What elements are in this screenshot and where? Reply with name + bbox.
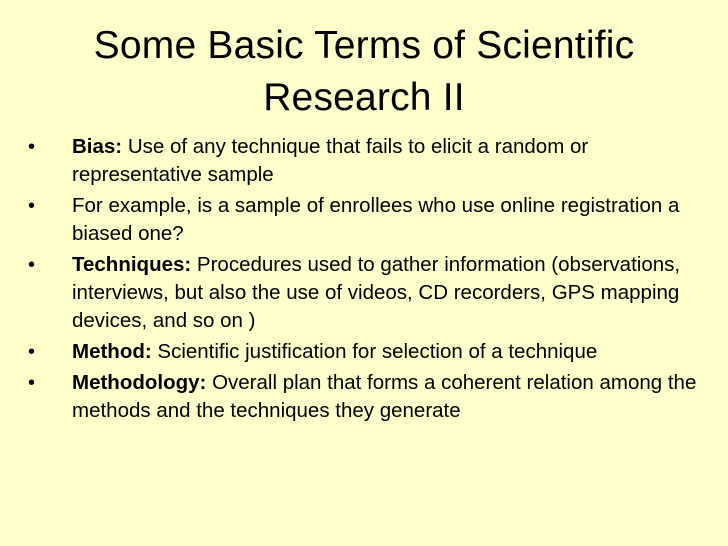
- bullet-item-example: [26, 192, 706, 248]
- bullet-term: Method:: [72, 340, 152, 363]
- bullet-icon: •: [28, 136, 36, 158]
- bullet-text: For example, is a sample of enrollees who use online registration a biased one?: [72, 194, 680, 245]
- slide-title-line-2: Research II: [263, 76, 465, 119]
- bullet-item-methodology: [26, 369, 706, 425]
- bullet-item-method: [26, 338, 706, 366]
- bullet-text: Use of any technique that fails to elicit a random or representative sample: [72, 135, 589, 186]
- bullet-icon: •: [28, 372, 36, 394]
- bullet-icon: •: [28, 195, 36, 217]
- slide-title-line-1: Some Basic Terms of Scientific: [93, 24, 635, 67]
- bullet-text: Overall plan that forms a coherent relation among the methods and the techniques they generate: [72, 371, 697, 422]
- bullet-text: Scientific justification for selection of a technique: [151, 340, 598, 363]
- bullet-term: Bias:: [72, 135, 123, 158]
- bullet-term: Techniques:: [72, 253, 192, 276]
- bullet-item-bias: [26, 133, 706, 189]
- slide-title: [20, 20, 708, 124]
- bullet-item-techniques: [26, 251, 706, 335]
- bullet-term: Methodology:: [72, 371, 207, 394]
- bullet-list: [26, 133, 706, 428]
- bullet-text: Procedures used to gather information (observations, interviews, but also the use of videos, CD recorders, GPS mapping devices, and so on ): [72, 253, 681, 332]
- bullet-icon: •: [28, 254, 36, 276]
- bullet-icon: •: [28, 341, 36, 363]
